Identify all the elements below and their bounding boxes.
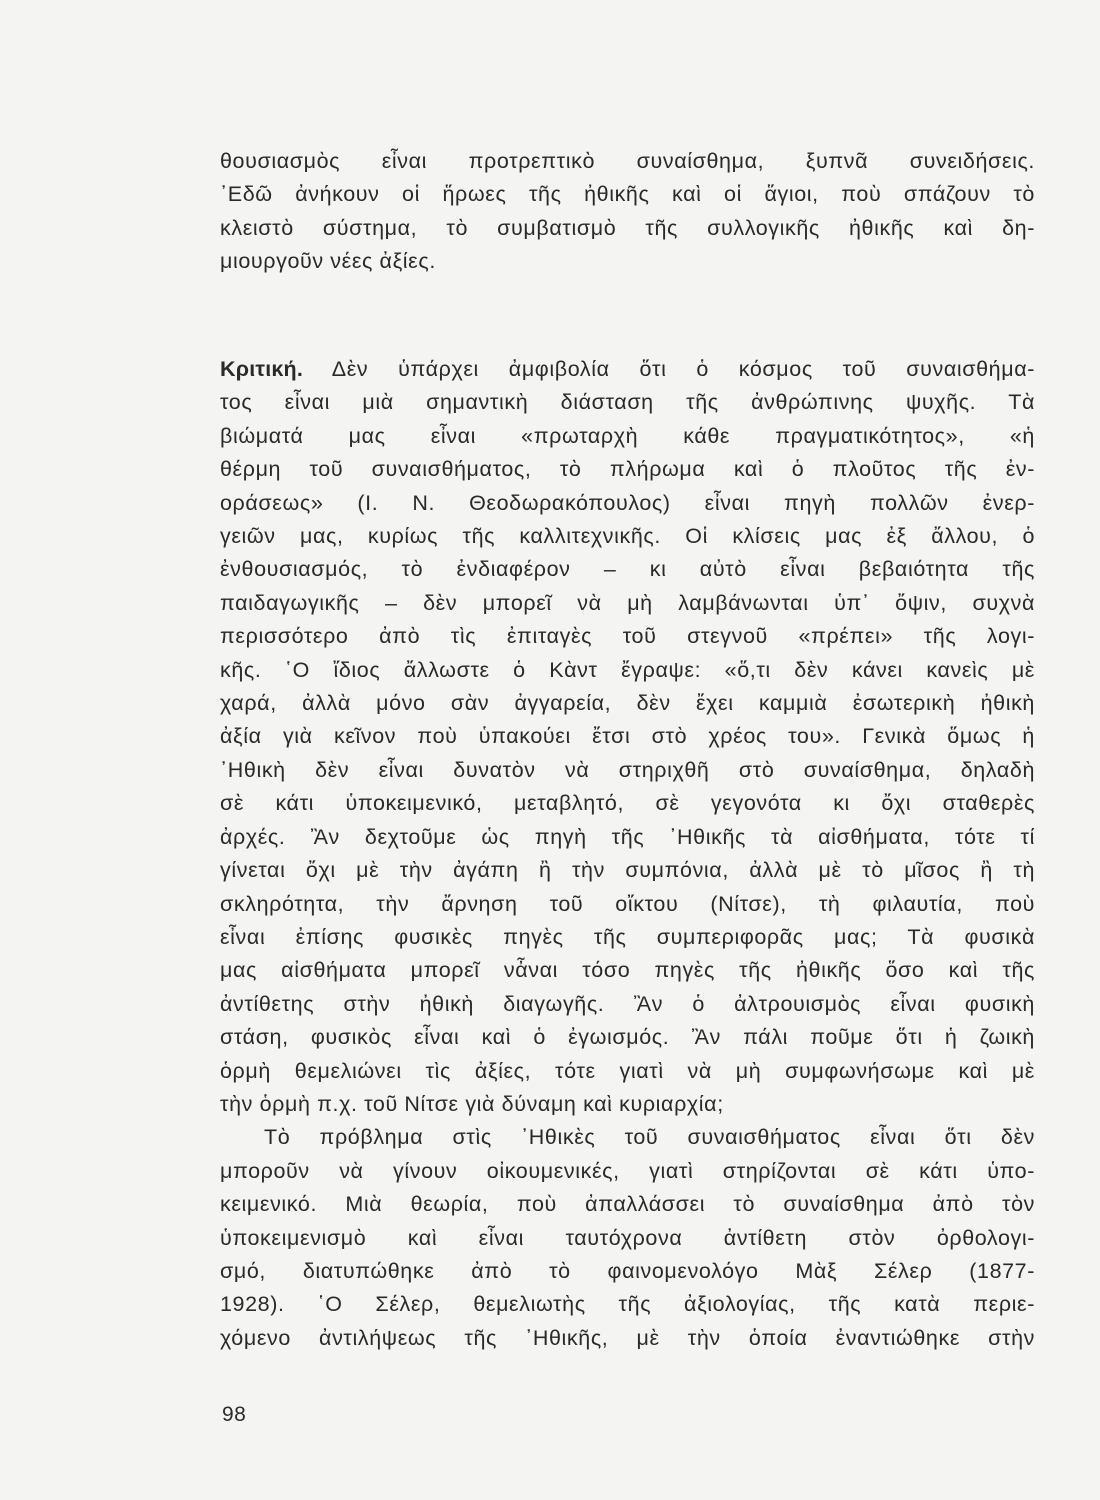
text-line: σκληρότητα, τὴν ἄρνηση τοῦ οἴκτου (Νίτσε), τὴ φιλαυτία, ποὺ xyxy=(220,891,1035,916)
critique-heading: Κριτική. xyxy=(220,357,304,381)
text-line: ὁρμὴ θεμελιώνει τὶς ἀξίες, τότε γιατὶ νὰ μὴ συμφωνήσωμε καὶ μὲ xyxy=(220,1058,1035,1083)
text-line: οράσεως» (Ι. Ν. Θεοδωρακόπουλος) εἶναι πηγὴ πολλῶν ἐνερ- xyxy=(220,490,1035,515)
text-line: ᾿Εδῶ ἀνήκουν οἱ ἥρωες τῆς ἠθικῆς καὶ οἱ ἅγιοι, ποὺ σπάζουν τὸ xyxy=(220,182,1035,207)
text-line: ἀξία γιὰ κεῖνον ποὺ ὑπακούει ἔτσι στὸ χρέος του». Γενικὰ ὅμως ἡ xyxy=(220,724,1035,749)
text-line: τὴν ὁρμὴ π.χ. τοῦ Νίτσε γιὰ δύναμη καὶ κυριαρχία; xyxy=(220,1091,724,1116)
text-line xyxy=(220,353,1035,386)
text-line: μας αἰσθήματα μπορεῖ νἆναι τόσο πηγὲς τῆς ἠθικῆς ὅσο καὶ τῆς xyxy=(220,958,1035,983)
text-line: γίνεται ὄχι μὲ τὴν ἀγάπη ἢ τὴν συμπόνια, ἀλλὰ μὲ τὸ μῖσος ἢ τὴ xyxy=(220,858,1035,883)
text-line: ὑποκειμενισμὸ καὶ εἶναι ταυτόχρονα ἀντίθετη στὸν ὀρθολογι- xyxy=(220,1225,1035,1250)
text-line: χαρά, ἀλλὰ μόνο σὰν ἀγγαρεία, δὲν ἔχει καμμιὰ ἐσωτερικὴ ἠθικὴ xyxy=(220,691,1035,716)
text-line: γειῶν μας, κυρίως τῆς καλλιτεχνικῆς. Οἱ κλίσεις μας ἐξ ἄλλου, ὁ xyxy=(220,524,1035,549)
text-line: ᾿Ηθικὴ δὲν εἶναι δυνατὸν νὰ στηριχθῆ στὸ συναίσθημα, δηλαδὴ xyxy=(220,757,1035,782)
critique-first-line: Δὲν ὑπάρχει ἀμφιβολία ὅτι ὁ κόσμος τοῦ συναισθήμα- xyxy=(331,357,1035,381)
text-line: εἶναι ἐπίσης φυσικὲς πηγὲς τῆς συμπεριφορᾶς μας; Τὰ φυσικὰ xyxy=(220,924,1035,949)
text-line: ἐνθουσιασμός, τὸ ἐνδιαφέρον – κι αὐτὸ εἶναι βεβαιότητα τῆς xyxy=(220,557,1035,582)
text-line: περισσότερο ἀπὸ τὶς ἐπιταγὲς τοῦ στεγνοῦ «πρέπει» τῆς λογι- xyxy=(220,624,1035,649)
text-line: βιώματά μας εἶναι «πρωταρχὴ κάθε πραγματικότητος», «ἡ xyxy=(220,423,1035,448)
text-line: 1928). ῾Ο Σέλερ, θεμελιωτὴς τῆς ἀξιολογίας, τῆς κατὰ περιε- xyxy=(220,1292,1035,1317)
text-line: σμό, διατυπώθηκε ἀπὸ τὸ φαινομενολόγο Μὰξ Σέλερ (1877- xyxy=(220,1258,1035,1283)
text-line: θουσιασμὸς εἶναι προτρεπτικὸ συναίσθημα, ξυπνᾶ συνειδήσεις. xyxy=(220,149,1035,173)
paragraph-enthusiasm xyxy=(220,145,1035,279)
text-line: χόμενο ἀντιλήψεως τῆς ᾿Ηθικῆς, μὲ τὴν ὁποία ἐναντιώθηκε στὴν xyxy=(220,1325,1035,1350)
text-line: τος εἶναι μιὰ σημαντικὴ διάσταση τῆς ἀνθρώπινης ψυχῆς. Τὰ xyxy=(220,390,1035,415)
text-line: θέρμη τοῦ συναισθήματος, τὸ πλήρωμα καὶ ὁ πλοῦτος τῆς ἐν- xyxy=(220,457,1035,482)
text-line: ἀρχές. Ἂν δεχτοῦμε ὡς πηγὴ τῆς ᾿Ηθικῆς τὰ αἰσθήματα, τότε τί xyxy=(220,824,1035,849)
text-line: ἀντίθετης στὴν ἠθικὴ διαγωγῆς. Ἂν ὁ ἀλτρουισμὸς εἶναι φυσικὴ xyxy=(220,991,1035,1016)
text-line: παιδαγωγικῆς – δὲν μπορεῖ νὰ μὴ λαμβάνωνται ὑπ᾿ ὄψιν, συχνὰ xyxy=(220,590,1035,615)
text-line: Τὸ πρόβλημα στὶς ᾿Ηθικὲς τοῦ συναισθήματος εἶναι ὅτι δὲν xyxy=(264,1125,1035,1150)
text-line: κῆς. ῾Ο ἴδιος ἄλλωστε ὁ Κὰντ ἔγραψε: «ὅ,τι δὲν κάνει κανεὶς μὲ xyxy=(220,657,1035,682)
text-line: μποροῦν νὰ γίνουν οἰκουμενικές, γιατὶ στηρίζονται σὲ κάτι ὑπο- xyxy=(220,1158,1035,1183)
text-line: σὲ κάτι ὑποκειμενικό, μεταβλητό, σὲ γεγονότα κι ὄχι σταθερὲς xyxy=(220,791,1035,816)
section-critique xyxy=(220,353,1035,1355)
page-number: 98 xyxy=(222,1403,247,1426)
text-line: κλειστὸ σύστημα, τὸ συμβατισμὸ τῆς συλλογικῆς ἠθικῆς καὶ δη- xyxy=(220,215,1035,240)
text-line: κειμενικό. Μιὰ θεωρία, ποὺ ἀπαλλάσσει τὸ συναίσθημα ἀπὸ τὸν xyxy=(220,1192,1035,1217)
text-line: μιουργοῦν νέες ἀξίες. xyxy=(220,249,436,274)
text-line: στάση, φυσικὸς εἶναι καὶ ὁ ἐγωισμός. Ἂν πάλι ποῦμε ὅτι ἡ ζωικὴ xyxy=(220,1025,1035,1050)
